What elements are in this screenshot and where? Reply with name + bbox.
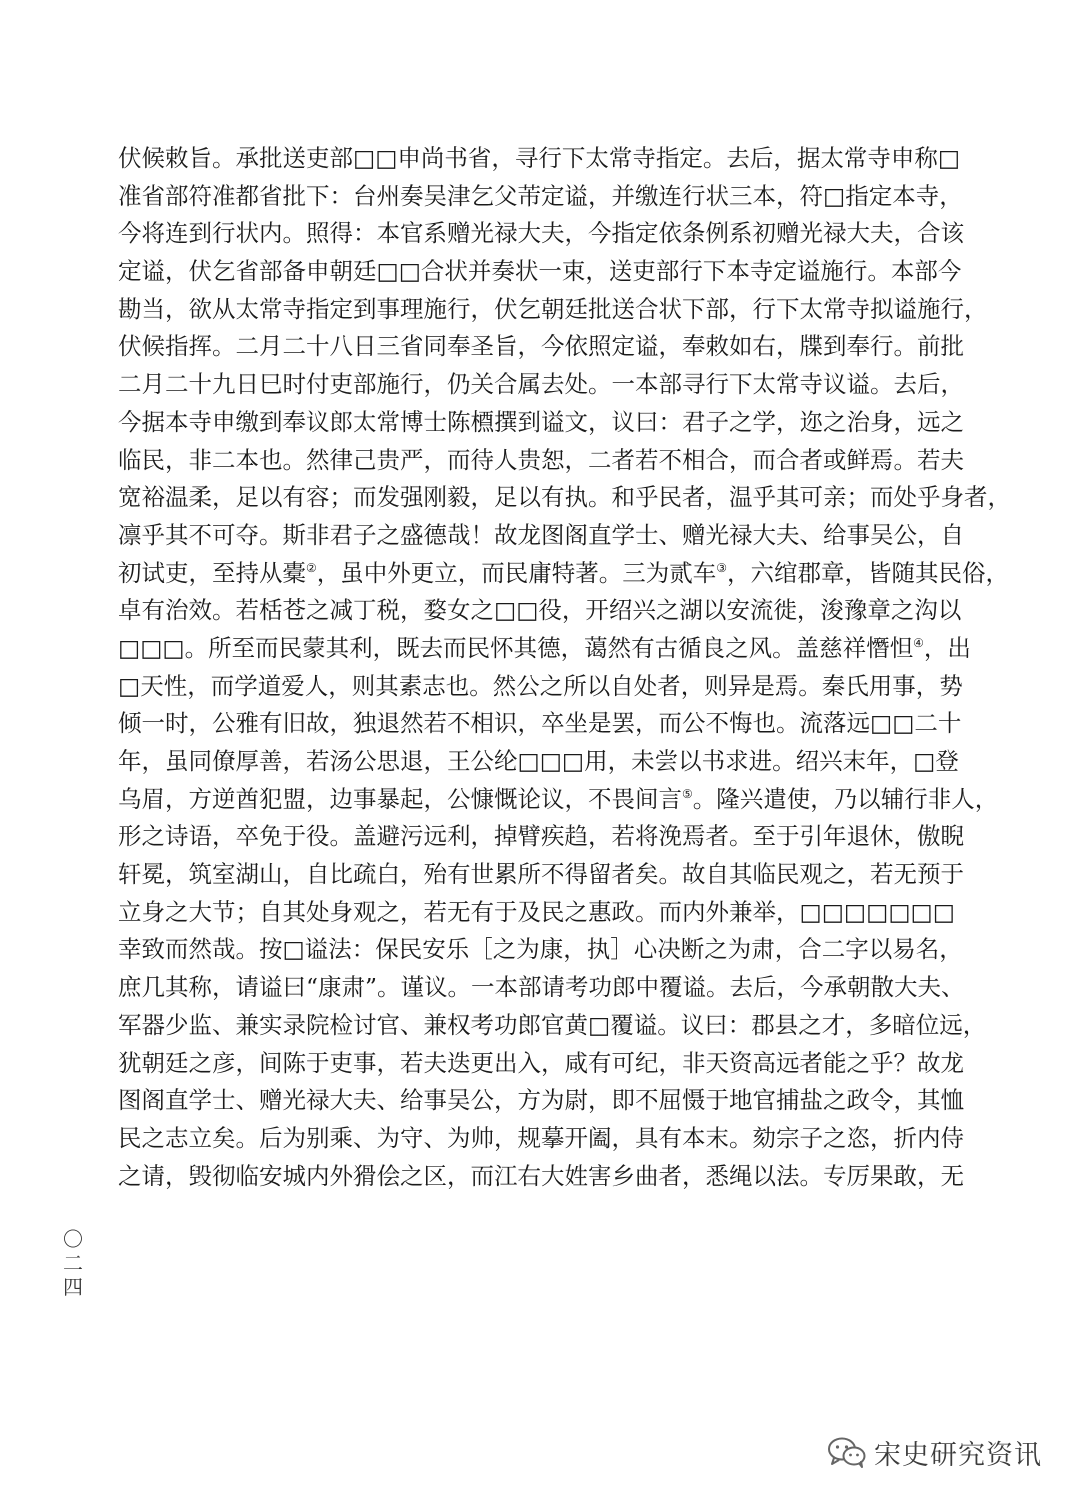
text-segment: ，六绾郡章，皆随其民俗， bbox=[727, 558, 1010, 587]
text-segment: 凛乎其不可夺。斯非君子之盛德哉！故龙图阁直学士、赠光禄大夫、给事吴公，自 bbox=[118, 520, 964, 549]
footnote-marker: ⑤ bbox=[682, 786, 693, 801]
text-line bbox=[118, 1082, 964, 1120]
text-segment: 二月二十九日巳时付吏部施行，仍关合属去处。一本部寻行下太常寺议谥。去后， bbox=[118, 370, 964, 399]
text-segment: ，出 bbox=[923, 633, 971, 662]
text-line bbox=[118, 592, 962, 630]
text-line bbox=[118, 517, 964, 555]
footnote-marker: ④ bbox=[913, 636, 924, 651]
page-number bbox=[60, 1227, 86, 1299]
text-line bbox=[118, 781, 999, 819]
text-segment: 临民，非二本也。然律己贵严，而待人贵恕，二者若不相合，而合者或鲜焉。若夫 bbox=[118, 445, 964, 474]
text-segment: 定谥，伏乞省部备申朝廷□□合状并奏状一束，送吏部行下本寺定谥施行。本部今 bbox=[118, 257, 962, 286]
text-line bbox=[118, 1007, 987, 1045]
text-line bbox=[118, 743, 959, 781]
text-line bbox=[118, 630, 971, 668]
text-line bbox=[118, 894, 955, 932]
text-segment: 立身之大节；自其处身观之，若无有于及民之惠政。而内外兼举，□□□□□□□ bbox=[118, 897, 955, 926]
text-segment: 年，虽同僚厚善，若汤公思退，王公纶□□□用，未尝以书求进。绍兴末年，□登 bbox=[118, 747, 959, 775]
text-segment: 今据本寺申缴到奉议郎太常博士陈槱撰到谥文，议曰：君子之学，迩之治身，远之 bbox=[118, 407, 964, 436]
text-line bbox=[118, 856, 964, 894]
text-line bbox=[118, 328, 964, 366]
text-segment: 乌眉，方逆酋犯盟，边事暴起，公慷慨论议，不畏间言 bbox=[118, 784, 682, 813]
text-segment: 初试吏，至持从橐 bbox=[118, 558, 306, 587]
text-segment: 犹朝廷之彦，间陈于吏事，若夫迭更出入，咸有可纪，非天资高远者能之乎？故龙 bbox=[118, 1048, 964, 1077]
text-segment: 轩冕，筑室湖山，自比疏白，殆有世累所不得留者矣。故自其临民观之，若无预于 bbox=[118, 860, 964, 889]
text-segment: 庶几其称，请谥曰“康肃”。谨议。一本部请考功郎中覆谥。去后，今承朝散大夫、 bbox=[118, 973, 965, 1002]
text-segment: 图阁直学士、赠光禄大夫、给事吴公，方为尉，即不屈慑于地官捕盐之政令，其恤 bbox=[118, 1086, 964, 1115]
text-line bbox=[118, 366, 964, 404]
text-line bbox=[118, 668, 963, 706]
text-line bbox=[118, 404, 964, 442]
text-segment: 准省部符准都省批下：台州奏吴津乞父芾定谥，并缴连行状三本，符□指定本寺， bbox=[118, 181, 963, 210]
text-line bbox=[118, 818, 964, 856]
text-segment: 形之诗语，卒免于役。盖避污远利，掉臂疾趋，若将浼焉者。至于引年退休，傲睨 bbox=[118, 822, 964, 851]
text-line bbox=[118, 479, 1011, 517]
watermark-text: 宋史研究资讯 bbox=[874, 1439, 1042, 1471]
watermark bbox=[826, 1432, 1042, 1472]
text-line bbox=[118, 931, 963, 969]
text-segment: ，虽中外更立，而民庸特著。三为贰车 bbox=[316, 558, 717, 587]
text-line bbox=[118, 1120, 964, 1158]
text-segment: 勘当，欲从太常寺指定到事理施行，伏乞朝廷批送合状下部，行下太常寺拟谥施行， bbox=[118, 294, 988, 323]
text-line bbox=[118, 969, 965, 1007]
text-segment: 伏候敕旨。承批送吏部□□申尚书省，寻行下太常寺指定。去后，据太常寺申称□ bbox=[118, 144, 961, 172]
text-line bbox=[118, 705, 962, 743]
footnote-marker: ③ bbox=[716, 560, 728, 575]
text-line bbox=[118, 178, 963, 216]
text-line bbox=[118, 442, 964, 480]
text-line bbox=[118, 1045, 964, 1083]
footnote-marker: ② bbox=[306, 560, 317, 575]
text-segment: 卓有治效。若栝苍之减丁税，婺女之□□役，开绍兴之湖以安流徙，浚豫章之沟以 bbox=[118, 596, 962, 625]
text-segment: □□□。所至而民蒙其利，既去而民怀其德，蔼然有古循良之风。盖慈祥憯怛 bbox=[118, 633, 914, 662]
text-line bbox=[118, 140, 961, 178]
text-line bbox=[118, 555, 1010, 593]
page-number-digit: 四 bbox=[63, 1275, 83, 1299]
text-segment: 宽裕温柔，足以有容；而发强刚毅，足以有执。和乎民者，温乎其可亲；而处乎身者， bbox=[118, 483, 1011, 512]
text-line bbox=[118, 253, 962, 291]
text-segment: 幸致而然哉。按□谥法：保民安乐［之为康，执］心决断之为肃，合二字以易名， bbox=[118, 935, 963, 964]
text-segment: 民之志立矣。后为别乘、为守、为帅，规摹开阖，具有本末。劾宗子之恣，折内侍 bbox=[118, 1123, 964, 1152]
text-segment: 今将连到行状内。照得：本官系赠光禄大夫，今指定依条例系初赠光禄大夫，合该 bbox=[118, 219, 964, 248]
text-segment: 伏候指挥。二月二十八日三省同奉圣旨，今依照定谥，奉敕如右，牒到奉行。前批 bbox=[118, 332, 964, 361]
body-text bbox=[118, 140, 1011, 1195]
page-number-digit: 二 bbox=[63, 1251, 83, 1275]
text-line bbox=[118, 291, 988, 329]
wechat-icon bbox=[826, 1435, 868, 1469]
text-segment: 军器少监、兼实录院检讨官、兼权考功郎官黄□覆谥。议曰：郡县之才，多暗位远， bbox=[118, 1010, 987, 1039]
text-segment: 倾一时，公雅有旧故，独退然若不相识，卒坐是罢，而公不悔也。流落远□□二十 bbox=[118, 709, 962, 738]
text-segment: 。隆兴遣使，乃以辅行非人， bbox=[692, 784, 999, 813]
text-line bbox=[118, 215, 964, 253]
text-segment: 之请，毁彻临安城内外猾侩之区，而江右大姓害乡曲者，悉绳以法。专厉果敢，无 bbox=[118, 1161, 964, 1190]
text-line bbox=[118, 1158, 964, 1196]
page-number-digit: 〇 bbox=[63, 1227, 83, 1251]
text-segment: □天性，而学道爱人，则其素志也。然公之所以自处者，则异是焉。秦氏用事，势 bbox=[118, 671, 963, 700]
